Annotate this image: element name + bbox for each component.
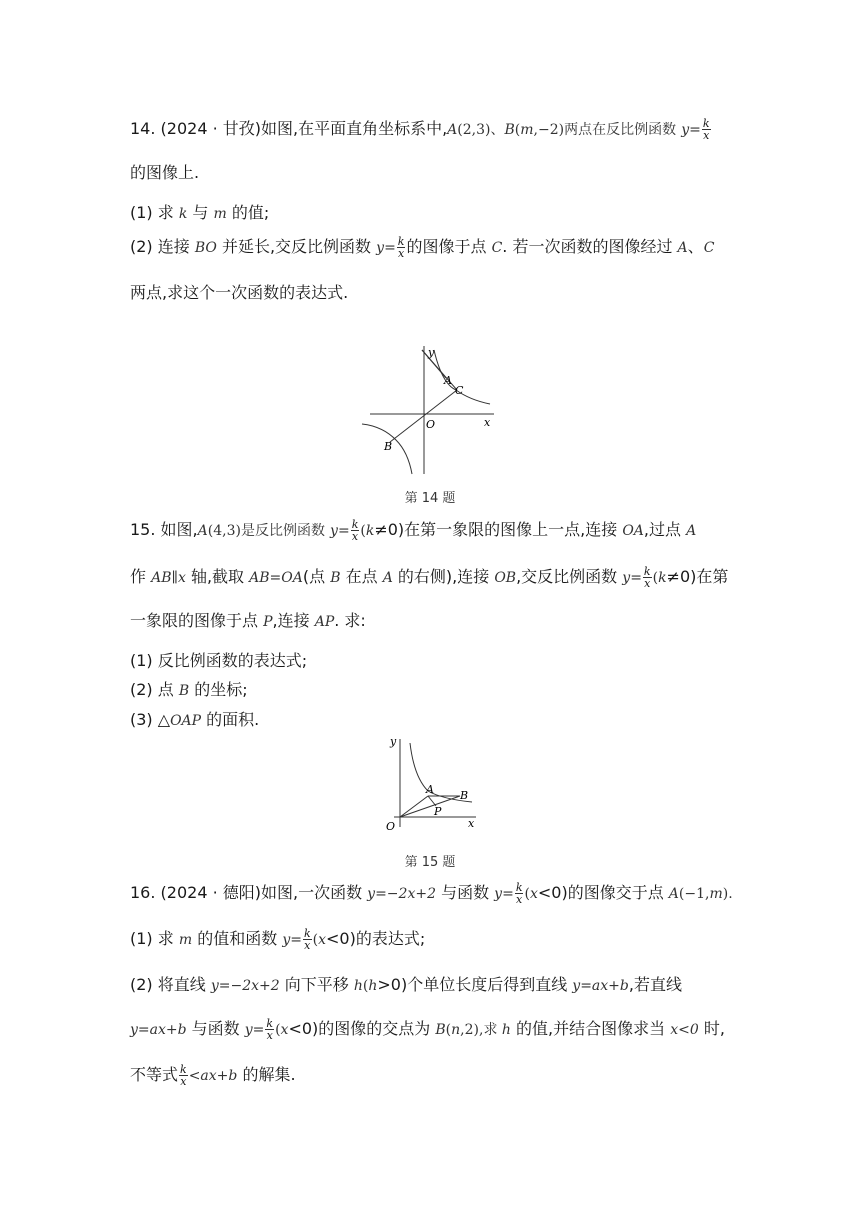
label-y: y [428,346,435,359]
q15-line-3 [130,610,366,633]
q15-text: 作 [130,567,152,586]
q16-text: 的值,并结合图像求当 [510,1019,671,1038]
q16-text: 不等式 [130,1065,179,1084]
q16-text: 时, [698,1019,725,1038]
var-oa: OA [622,523,644,539]
q14-line-1 [130,118,712,141]
paren: ( [360,523,366,539]
var-k: k [365,523,375,539]
func-y: y= [244,1022,265,1038]
var-k: k [658,570,667,586]
label-o: O [386,820,396,833]
var-c: C [703,240,715,256]
paren: ( [275,1022,281,1038]
q14-part-2 [130,236,714,259]
q16-text: <0)的表达式; [326,929,426,948]
q15-text: ≠0)在第 [666,567,729,586]
var-bo: BO [194,240,217,256]
frac-num: k [515,881,523,894]
var-a: A [382,570,393,586]
frac-num: k [266,1017,274,1030]
eq-linear: y=−2x+2 [210,978,280,994]
paren: ( [445,1022,452,1038]
var-a: A [668,886,679,902]
label-a: A [444,374,452,387]
q16-text: 与函数 [186,1019,240,1038]
q14-part-2-cont [130,282,348,304]
var-oap: OAP [170,713,202,729]
q14-text: 14. (2024 · 甘孜)如图,在平面直角坐标系中, [130,119,448,138]
var-h: h [501,1022,511,1038]
label-p: P [434,805,442,818]
q15-text: (2) 点 [130,680,179,699]
q16-part-2-line-3 [130,1064,296,1087]
var-m: m [709,886,723,902]
q14-text: 的图像上. [130,163,200,182]
eq-line: y=ax+b [130,1022,187,1038]
q14-figure [360,342,500,477]
q14-text: 与 [187,203,214,222]
frac-den: x [703,129,710,142]
q14-text: 的图像于点 [406,237,492,256]
var-h: h [368,978,378,994]
label-c: C [455,384,464,397]
frac-num: k [351,518,359,531]
var-ob: OB [494,570,517,586]
q14-text: (1) 求 [130,203,179,222]
var-b: B [178,683,190,699]
q16-fraction [179,1064,188,1087]
q14-var-b: B [504,122,515,138]
var-x: x [318,932,326,948]
func-y: y= [330,523,350,539]
var-a: A [197,523,208,539]
q16-text: <0)的图像的交点为 [288,1019,436,1038]
label-y: y [390,735,397,748]
q16-text: ,2),求 [460,1022,502,1038]
q14-text: 两点,求这个一次函数的表达式. [130,283,349,302]
q16-fraction [303,928,312,951]
q14-coord-b: ,−2)两点在反比例函数 [533,122,677,138]
q15-text: 的坐标; [189,680,248,699]
q15-text: 在点 [340,567,383,586]
eq-linear: y=−2x+2 [367,886,436,902]
func-y: y= [376,240,396,256]
var-k: k [178,206,188,222]
q16-part-2 [130,974,682,997]
var-a: A [677,240,688,256]
frac-den: x [304,939,311,952]
func-y: y= [282,932,302,948]
var-x: x [177,570,186,586]
q15-part-1 [130,650,307,672]
label-a: A [426,783,434,796]
eq-ab-oa: AB=OA [249,570,303,586]
q14-caption: 第 14 题 [404,491,456,506]
var-ab: AB [151,570,172,586]
q14-var-m: m [520,122,534,138]
q15-figure [382,733,482,833]
label-b: B [460,789,469,802]
paren: ( [362,978,369,994]
q16-text: >0)个单位长度后得到直线 [377,975,573,994]
paren: ( [312,932,319,948]
var-x: x [529,886,538,902]
q16-text: 向下平移 [279,975,354,994]
var-n: n [451,1022,461,1038]
var-b: B [330,570,341,586]
q15-text: (4,3)是反比例函数 [207,523,325,539]
paren: ( [652,570,659,586]
frac-num: k [180,1063,187,1076]
q16-part-2-line-2 [130,1018,725,1041]
q16-line-1 [130,882,733,905]
q14-text: 并延长,交反比例函数 [216,237,372,256]
q15-line-1 [130,519,696,542]
frac-num: k [303,927,311,940]
q15-text: ,过点 [643,520,687,539]
q16-fraction [265,1018,274,1041]
label-x: x [468,817,475,830]
q14-var-a: A [447,122,458,138]
q15-text: (1) 反比例函数的表达式; [130,651,308,670]
var-b: B [435,1022,446,1038]
q14-part-1 [130,202,269,225]
coord-close: ). [722,886,733,902]
q15-fraction [351,519,360,542]
q16-text: 16. (2024 · 德阳)如图,一次函数 [130,883,368,902]
q14-fraction [702,118,711,141]
q15-text: (点 [302,567,331,586]
q15-text: ≠0)在第一象限的图像上一点,连接 [374,520,623,539]
q15-text: ,交反比例函数 [516,567,618,586]
cond-x-lt-0: x<0 [670,1022,699,1038]
q15-text: 一象限的图像于点 [130,611,264,630]
var-c: C [491,240,503,256]
q16-text: (2) 将直线 [130,975,211,994]
q16-text: 的值和函数 [192,929,278,948]
q15-text: 轴,截取 [185,567,250,586]
frac-den: x [398,247,405,260]
q15-text: (3) △ [130,710,171,729]
frac-num: k [643,565,651,578]
q15-line-2 [130,566,728,589]
q16-text: (1) 求 [130,929,179,948]
q16-text: 与函数 [435,883,490,902]
parallel: ∥ [171,570,178,586]
eq-line: y=ax+b [572,978,629,994]
q16-text: ,若直线 [628,975,682,994]
frac-den: x [351,530,359,543]
label-x: x [484,416,491,429]
ineq: <ax+b [188,1068,238,1084]
q15-text: ,连接 [272,611,315,630]
q15-fraction [643,566,652,589]
line-oa [400,796,428,817]
q14-line-2 [130,162,199,184]
q15-part-3 [130,709,259,732]
func-y: y= [622,570,642,586]
q16-text: <0)的图像交于点 [537,883,669,902]
q14-coord-a: (2,3)、 [457,122,505,138]
q16-fraction [515,882,524,905]
var-h: h [353,978,363,994]
q14-text: 的值; [226,203,270,222]
q15-text: 的面积. [201,710,260,729]
q15-text: 15. 如图, [130,520,198,539]
var-ap: AP [314,614,335,630]
func-y: y= [494,886,514,902]
q14-text: . 若一次函数的图像经过 [502,237,678,256]
var-x: x [280,1022,289,1038]
frac-den: x [644,577,651,590]
q14-fraction [397,236,406,259]
label-b: B [384,440,393,453]
var-p: P [263,614,273,630]
var-a: A [686,523,697,539]
coord: (−1, [678,886,710,902]
q15-text: . 求: [334,611,366,630]
frac-den: x [516,893,523,906]
label-o: O [426,418,436,431]
q15-part-2 [130,679,248,702]
frac-den: x [180,1075,187,1088]
frac-num: k [702,117,710,130]
frac-num: k [397,235,405,248]
q15-caption: 第 15 题 [404,855,456,870]
q15-text: 的右侧),连接 [392,567,495,586]
q14-text: (2) 连接 [130,237,195,256]
q14-paren: ( [514,122,521,138]
q14-text: 、 [687,237,704,256]
q16-part-1 [130,928,425,951]
q14-func-y: y= [681,122,701,138]
q16-text: 的解集. [237,1065,296,1084]
paren: ( [524,886,530,902]
var-m: m [178,932,193,948]
var-m: m [213,206,227,222]
frac-den: x [266,1029,273,1042]
